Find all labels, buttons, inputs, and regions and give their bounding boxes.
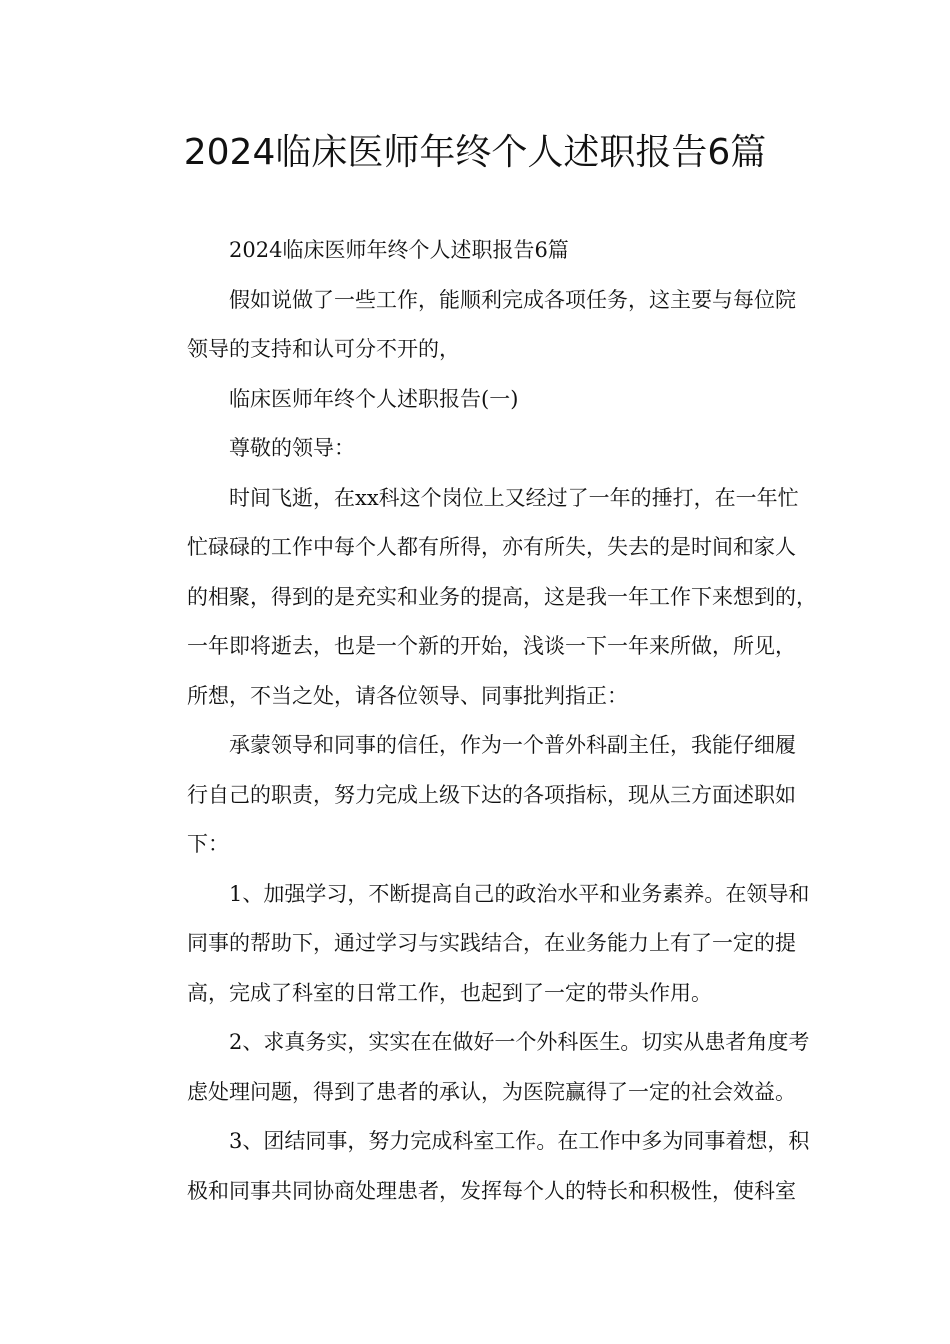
text-line: 承蒙领导和同事的信任，作为一个普外科副主任，我能仔细履 [229,733,796,757]
text-line: 的相聚，得到的是充实和业务的提高，这是我一年工作下来想到的， [187,584,817,609]
text-line: 临床医师年终个人述职报告(一) [229,386,519,411]
text-line: 假如说做了一些工作，能顺利完成各项任务，这主要与每位院 [229,287,796,312]
text-line: 极和同事共同协商处理患者，发挥每个人的特长和积极性，使科室 [187,1178,796,1203]
paragraph-opening [145,474,825,722]
text-line: 2、求真务实，实实在在做好一个外科医生。切实从患者角度考 [229,1030,810,1054]
text-line: 行自己的职责，努力完成上级下达的各项指标，现从三方面述职如 [187,782,796,807]
text-line: 下： [187,832,229,856]
paragraph-item-3 [145,1117,825,1216]
paragraph-item-2 [145,1018,825,1117]
document-title: 2024临床医师年终个人述职报告6篇 [183,132,767,173]
paragraph-subtitle [145,226,825,276]
text-line: 2024临床医师年终个人述职报告6篇 [229,238,569,262]
text-line: 忙碌碌的工作中每个人都有所得，亦有所失，失去的是时间和家人 [187,535,796,559]
text-line: 1、加强学习，不断提高自己的政治水平和业务素养。在领导和 [229,881,810,906]
text-line: 高，完成了科室的日常工作，也起到了一定的带头作用。 [187,980,712,1005]
text-line: 虑处理问题，得到了患者的承认，为医院赢得了一定的社会效益。 [187,1079,796,1104]
paragraph-duties [145,721,825,870]
paragraph-section-heading [145,375,825,425]
text-line: 领导的支持和认可分不开的， [187,337,460,361]
document-body [145,226,825,1216]
text-line: 一年即将逝去，也是一个新的开始，浅谈一下一年来所做，所见， [187,634,796,658]
paragraph-salutation [145,424,825,474]
text-line: 时间飞逝，在xx科这个岗位上又经过了一年的捶打，在一年忙 [229,485,799,510]
text-line: 所想，不当之处，请各位领导、同事批判指正： [187,683,628,708]
paragraph-item-1 [145,870,825,1019]
text-line: 同事的帮助下，通过学习与实践结合，在业务能力上有了一定的提 [187,931,796,955]
text-line: 尊敬的领导： [229,436,355,460]
text-line: 3、团结同事，努力完成科室工作。在工作中多为同事着想，积 [229,1129,810,1153]
paragraph-intro [145,276,825,375]
